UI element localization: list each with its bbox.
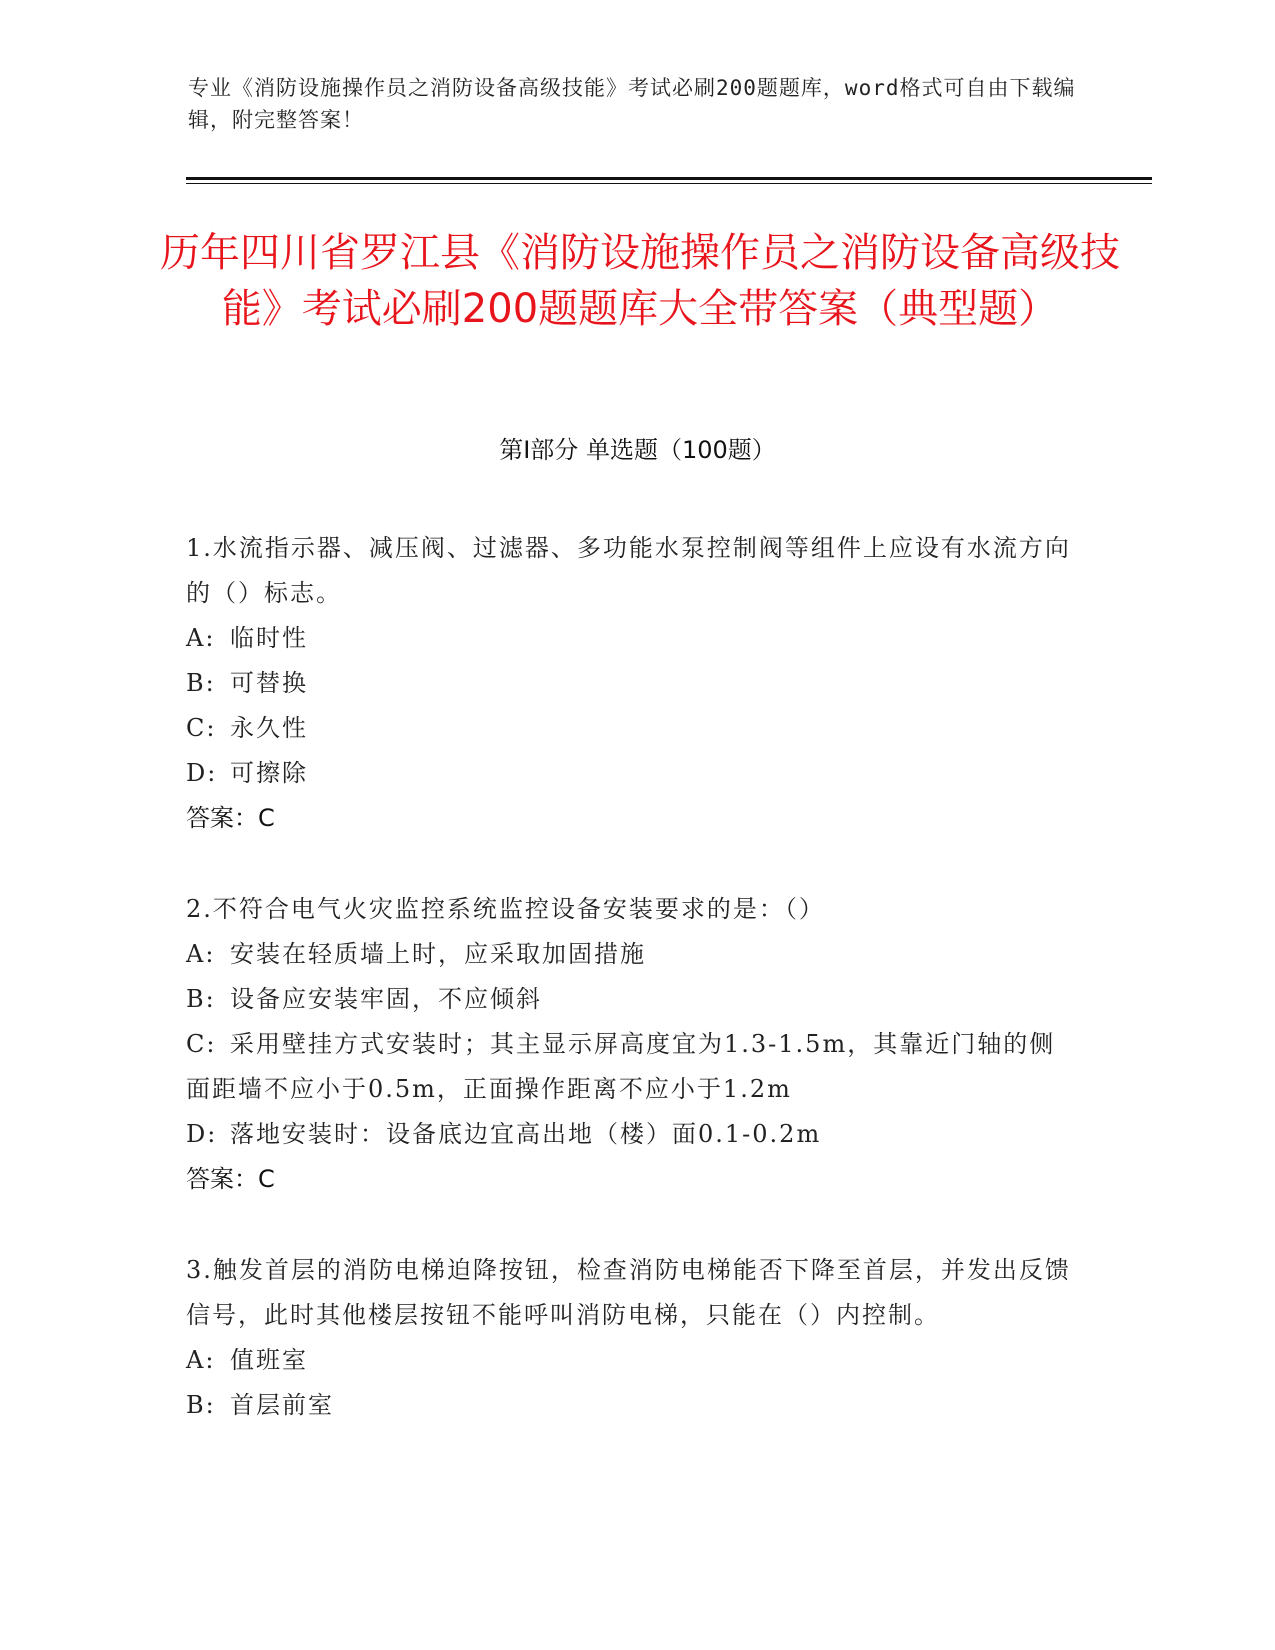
option-text: 临时性	[230, 624, 308, 652]
option-text: 值班室	[230, 1346, 308, 1374]
option-key: A:	[186, 624, 216, 652]
option-key: C:	[186, 1030, 217, 1058]
option-c	[186, 1022, 1076, 1112]
option-key: A:	[186, 940, 216, 968]
option-text: 首层前室	[230, 1391, 334, 1419]
option-text: 落地安装时：设备底边宜高出地（楼）面0.1-0.2m	[230, 1120, 822, 1148]
option-text: 可替换	[230, 669, 308, 697]
option-text: 可擦除	[230, 759, 308, 787]
option-key: A:	[186, 1346, 216, 1374]
option-key: D:	[186, 759, 218, 787]
header-divider-thin	[186, 183, 1152, 184]
question-list	[186, 526, 1076, 1474]
header-divider	[186, 177, 1152, 180]
option-text: 采用壁挂方式安装时；其主显示屏高度宜为1.3-1.5m，其靠近门轴的侧面距墙不应小于0.5m，正面操作距离不应小于1.2m	[186, 1030, 1056, 1103]
question-1	[186, 526, 1076, 841]
option-c	[186, 706, 1076, 751]
answer: 答案：C	[186, 804, 275, 832]
question-stem: 3.触发首层的消防电梯迫降按钮，检查消防电梯能否下降至首层，并发出反馈信号，此时其他楼层按钮不能呼叫消防电梯，只能在（）内控制。	[186, 1256, 1071, 1329]
question-2	[186, 887, 1076, 1202]
option-key: C:	[186, 714, 217, 742]
option-b	[186, 1383, 1076, 1428]
option-key: D:	[186, 1120, 218, 1148]
option-d	[186, 751, 1076, 796]
option-text: 设备应安装牢固，不应倾斜	[230, 985, 542, 1013]
option-key: B:	[186, 669, 216, 697]
option-b	[186, 661, 1076, 706]
option-a	[186, 1338, 1076, 1383]
option-key: B:	[186, 985, 216, 1013]
option-a	[186, 932, 1076, 977]
option-d	[186, 1112, 1076, 1157]
header-note: 专业《消防设施操作员之消防设备高级技能》考试必刷200题题库，word格式可自由下载编辑，附完整答案！	[188, 76, 1076, 132]
option-text: 安装在轻质墙上时，应采取加固措施	[230, 940, 646, 968]
section-heading: 第Ⅰ部分 单选题（100题）	[499, 436, 776, 464]
question-stem: 1.水流指示器、减压阀、过滤器、多功能水泵控制阀等组件上应设有水流方向的（）标志。	[186, 534, 1071, 607]
question-3	[186, 1248, 1076, 1428]
question-stem: 2.不符合电气火灾监控系统监控设备安装要求的是：（）	[186, 895, 825, 923]
option-text: 永久性	[230, 714, 308, 742]
answer: 答案：C	[186, 1165, 275, 1193]
option-a	[186, 616, 1076, 661]
option-b	[186, 977, 1076, 1022]
option-key: B:	[186, 1391, 216, 1419]
document-title: 历年四川省罗江县《消防设施操作员之消防设备高级技能》考试必刷200题题库大全带答案（典型题）	[160, 230, 1120, 332]
